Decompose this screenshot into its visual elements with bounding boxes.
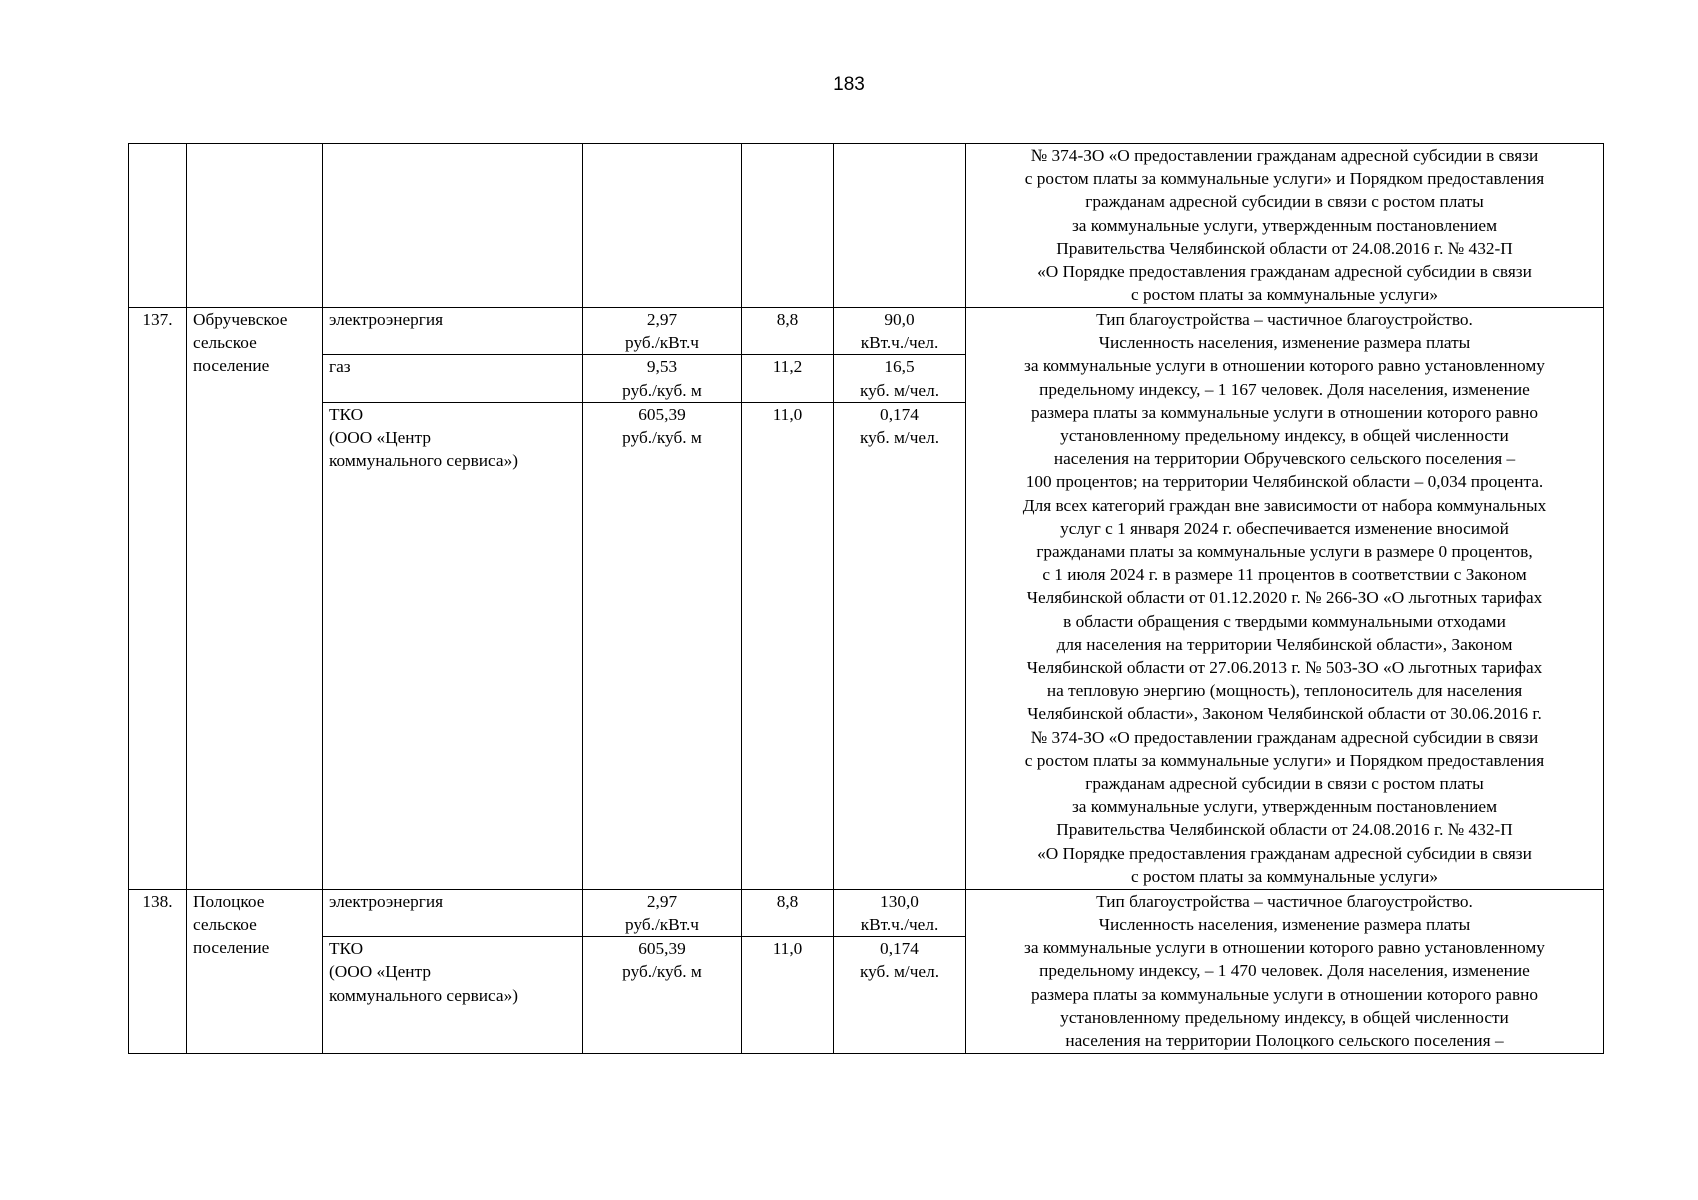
empty-cell xyxy=(834,144,966,308)
description-cell xyxy=(966,308,1604,890)
description-line: с 1 июля 2024 г. в размере 11 процентов в соответствии с Законом xyxy=(1042,565,1527,585)
description-line: размера платы за коммунальные услуги в отношении которого равно xyxy=(1030,984,1539,1004)
service-line: электроэнергия xyxy=(329,891,444,911)
description-line: Челябинской области», Законом Челябинской области от 30.06.2016 г. xyxy=(1027,704,1542,724)
description-line: гражданами платы за коммунальные услуги в размере 0 процентов, xyxy=(1036,542,1533,562)
tariff-unit: руб./куб. м xyxy=(622,380,702,400)
settlement-name xyxy=(187,308,323,890)
service-name xyxy=(323,355,583,402)
settlement-line: поселение xyxy=(193,356,270,376)
tariff-unit: руб./кВт.ч xyxy=(625,915,699,935)
description-cell xyxy=(966,144,1604,308)
row-number: 138. xyxy=(129,889,187,1053)
description-line: на тепловую энергию (мощность), теплоноситель для населения xyxy=(1046,681,1523,701)
norm-unit: куб. м/чел. xyxy=(859,428,940,448)
description-line: за коммунальные услуги в отношении которого равно установленному xyxy=(1024,938,1545,958)
service-line: (ООО «Центр xyxy=(329,962,431,982)
description-line: для населения на территории Челябинской области», Законом xyxy=(1056,634,1513,654)
tariff-value: 605,39 xyxy=(638,404,686,424)
service-name xyxy=(323,889,583,936)
utilities-table xyxy=(128,143,1604,1054)
norm-cell xyxy=(834,308,966,355)
service-line: газ xyxy=(329,357,351,377)
norm-value: 0,174 xyxy=(880,939,919,959)
tariff-value: 9,53 xyxy=(646,357,678,377)
norm-value: 90,0 xyxy=(884,310,915,329)
description-line: Численность населения, изменение размера платы xyxy=(1098,333,1471,353)
description-line: № 374-ЗО «О предоставлении гражданам адресной субсидии в связи xyxy=(1030,727,1539,747)
description-line: Челябинской области от 27.06.2013 г. № 503-ЗО «О льготных тарифах xyxy=(1026,658,1543,678)
increase-cell: 11,2 xyxy=(742,355,834,402)
page-number: 183 xyxy=(833,74,865,95)
norm-unit: куб. м/чел. xyxy=(859,962,940,982)
description-line: предельному индексу, – 1 470 человек. Доля населения, изменение xyxy=(1039,961,1530,981)
settlement-name xyxy=(187,889,323,1053)
tariff-unit: руб./кВт.ч xyxy=(625,333,699,353)
description-line: 100 процентов; на территории Челябинской области – 0,034 процента. xyxy=(1025,472,1544,492)
norm-value: 0,174 xyxy=(880,404,919,424)
description-line: с ростом платы за коммунальные услуги» и Порядком предоставления xyxy=(1024,169,1545,189)
increase-cell: 8,8 xyxy=(742,308,834,355)
norm-value: 130,0 xyxy=(880,891,919,911)
service-name xyxy=(323,308,583,355)
increase-cell: 11,0 xyxy=(742,937,834,1054)
service-name xyxy=(323,937,583,1054)
tariff-value: 2,97 xyxy=(646,891,678,911)
norm-cell xyxy=(834,889,966,936)
row-number: 137. xyxy=(129,308,187,890)
description-line: за коммунальные услуги, утвержденным постановлением xyxy=(1071,797,1498,817)
description-line: установленному предельному индексу, в общей численности xyxy=(1060,1007,1509,1027)
settlement-line: Полоцкое xyxy=(193,891,265,911)
norm-unit: кВт.ч./чел. xyxy=(860,915,939,935)
norm-cell xyxy=(834,402,966,889)
settlement-line: поселение xyxy=(193,938,270,958)
description-line: Для всех категорий граждан вне зависимости от набора коммунальных xyxy=(1022,495,1547,515)
tariff-cell xyxy=(583,355,742,402)
description-line: размера платы за коммунальные услуги в отношении которого равно xyxy=(1030,402,1539,422)
tariff-cell xyxy=(583,889,742,936)
description-line: № 374-ЗО «О предоставлении гражданам адресной субсидии в связи xyxy=(1030,146,1539,165)
norm-cell xyxy=(834,937,966,1054)
service-line: ТКО xyxy=(329,404,364,424)
service-line: (ООО «Центр xyxy=(329,428,431,448)
description-line: гражданам адресной субсидии в связи с ростом платы xyxy=(1085,192,1484,212)
service-line: электроэнергия xyxy=(329,310,444,329)
empty-cell xyxy=(742,144,834,308)
norm-unit: кВт.ч./чел. xyxy=(860,333,939,353)
tariff-value: 2,97 xyxy=(646,310,678,329)
description-line: Правительства Челябинской области от 24.08.2016 г. № 432-П xyxy=(1056,820,1513,840)
tariff-unit: руб./куб. м xyxy=(622,428,702,448)
description-line: в области обращения с твердыми коммунальными отходами xyxy=(1063,611,1506,631)
settlement-line: Обручевское xyxy=(193,310,288,329)
settlement-line: сельское xyxy=(193,333,257,353)
norm-unit: куб. м/чел. xyxy=(859,380,940,400)
service-name xyxy=(323,402,583,889)
settlement-line: сельское xyxy=(193,915,257,935)
description-line: Численность населения, изменение размера платы xyxy=(1098,915,1471,935)
service-line: коммунального сервиса») xyxy=(329,451,518,471)
description-line: за коммунальные услуги, утвержденным постановлением xyxy=(1071,215,1498,235)
description-line: Челябинской области от 01.12.2020 г. № 266-ЗО «О льготных тарифах xyxy=(1026,588,1543,608)
description-line: с ростом платы за коммунальные услуги» и Порядком предоставления xyxy=(1024,750,1545,770)
description-line: с ростом платы за коммунальные услуги» xyxy=(1131,285,1438,305)
empty-cell xyxy=(187,144,323,308)
tariff-cell xyxy=(583,937,742,1054)
description-line: предельному индексу, – 1 167 человек. Доля населения, изменение xyxy=(1039,379,1530,399)
description-cell xyxy=(966,889,1604,1053)
continuation-row xyxy=(129,144,1604,308)
tariff-cell xyxy=(583,308,742,355)
service-line: коммунального сервиса») xyxy=(329,985,518,1005)
tariff-unit: руб./куб. м xyxy=(622,962,702,982)
description-line: «О Порядке предоставления гражданам адресной субсидии в связи xyxy=(1037,843,1532,863)
table-row xyxy=(129,308,1604,355)
increase-cell: 8,8 xyxy=(742,889,834,936)
empty-cell xyxy=(129,144,187,308)
description-line: за коммунальные услуги в отношении которого равно установленному xyxy=(1024,356,1545,376)
description-line: Тип благоустройства – частичное благоустройство. xyxy=(1096,310,1473,329)
description-line: услуг с 1 января 2024 г. обеспечивается изменение вносимой xyxy=(1060,518,1509,538)
description-line: с ростом платы за коммунальные услуги» xyxy=(1131,866,1438,886)
description-line: установленному предельному индексу, в общей численности xyxy=(1060,426,1509,446)
norm-value: 16,5 xyxy=(884,357,915,377)
empty-cell xyxy=(323,144,583,308)
increase-cell: 11,0 xyxy=(742,402,834,889)
description-line: Тип благоустройства – частичное благоустройство. xyxy=(1096,891,1473,911)
description-line: «О Порядке предоставления гражданам адресной субсидии в связи xyxy=(1037,262,1532,282)
tariff-value: 605,39 xyxy=(638,939,686,959)
service-line: ТКО xyxy=(329,939,364,959)
description-line: населения на территории Полоцкого сельского поселения – xyxy=(1065,1031,1504,1051)
description-line: Правительства Челябинской области от 24.08.2016 г. № 432-П xyxy=(1056,238,1513,258)
empty-cell xyxy=(583,144,742,308)
description-line: гражданам адресной субсидии в связи с ростом платы xyxy=(1085,774,1484,794)
tariff-cell xyxy=(583,402,742,889)
table-row xyxy=(129,889,1604,936)
norm-cell xyxy=(834,355,966,402)
description-line: населения на территории Обручевского сельского поселения – xyxy=(1053,449,1516,469)
